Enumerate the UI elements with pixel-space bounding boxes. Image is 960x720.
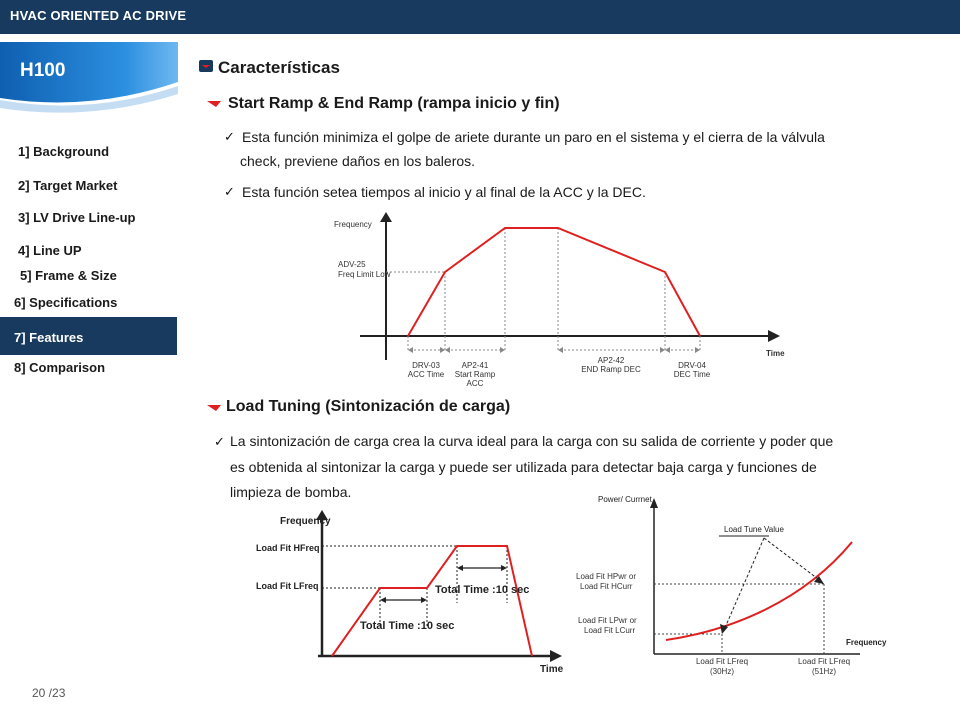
seg4-label-line-2: DEC Time xyxy=(673,370,711,379)
page-number: 20 /23 xyxy=(32,686,66,700)
load-tuning-title: Load Tuning (Sintonización de carga) xyxy=(226,398,511,415)
hfreq-label-line-1: Load Fit LFreq xyxy=(797,657,851,666)
x-axis-label: Frequency xyxy=(846,638,887,647)
ramp-curve xyxy=(408,228,700,336)
ramp-diagram xyxy=(320,210,800,395)
h-level-label: Load Fit HFreq xyxy=(256,543,320,553)
seg4-label-line-1: DRV-04 xyxy=(678,361,706,370)
seg2-label-line-3: ACC xyxy=(466,379,484,388)
y-axis-label: Frequency xyxy=(280,516,331,527)
sidebar-item-comparison[interactable]: 8] Comparison xyxy=(14,360,106,375)
check-icon: ✓ xyxy=(224,129,235,144)
load-tune-power-diagram xyxy=(574,490,887,680)
sidebar-item-target-market[interactable]: 2] Target Market xyxy=(18,178,118,193)
top-header-bar xyxy=(0,0,960,34)
sidebar-item-frame-size[interactable]: 5] Frame & Size xyxy=(20,268,117,283)
header-title: HVAC ORIENTED AC DRIVE xyxy=(10,8,187,23)
load-fit-frequency-diagram xyxy=(252,508,582,678)
section-title: Características xyxy=(218,58,340,77)
sidebar-item-background[interactable]: 1] Background xyxy=(18,144,110,159)
subsection-arrow-icon xyxy=(207,98,221,108)
ramp-bullet-1-line-1: Esta función minimiza el golpe de ariete durante un paro en el sistema y el cierra de la válvula xyxy=(242,129,825,145)
seg1-label-line-2: ACC Time xyxy=(407,370,445,379)
check-icon: ✓ xyxy=(214,434,225,449)
lpwr-label-line-2: Load Fit LCurr xyxy=(584,626,636,635)
check-icon: ✓ xyxy=(224,184,235,199)
y-axis-label: Power/ Currnet xyxy=(598,495,652,504)
total-time-label-2: Total Time :10 sec xyxy=(435,584,530,596)
y-axis-label: Frequency xyxy=(334,220,372,229)
sidebar-item-specifications[interactable]: 6] Specifications xyxy=(14,295,118,310)
load-tuning-line-1: La sintonización de carga crea la curva ideal para la carga con su salida de corriente y poder que xyxy=(230,433,834,449)
seg3-label-line-2: END Ramp DEC xyxy=(581,365,641,374)
section-bullet-icon xyxy=(199,60,213,72)
hpwr-label-line-2: Load Fit HCurr xyxy=(580,582,633,591)
tune-value-label: Load Tune Value xyxy=(724,525,784,534)
x-axis-label: Time xyxy=(540,664,564,675)
load-fit-curve xyxy=(332,546,532,656)
sidebar-item-lv-drive-lineup[interactable]: 3] LV Drive Line-up xyxy=(18,210,136,225)
level-label-line-2: Freq Limit Low xyxy=(338,270,391,279)
l-level-label: Load Fit LFreq xyxy=(256,581,319,591)
seg3-label-line-1: AP2-42 xyxy=(597,356,625,365)
seg1-label-line-1: DRV-03 xyxy=(412,361,440,370)
load-tuning-line-2: es obtenida al sintonizar la carga y puede ser utilizada para detectar baja carga y funciones de xyxy=(230,459,817,475)
level-label-line-1: ADV-25 xyxy=(338,260,366,269)
load-tuning-line-3: limpieza de bomba. xyxy=(230,484,352,500)
lfreq-label-line-1: Load Fit LFreq xyxy=(695,657,749,666)
x-axis-label: Time xyxy=(766,349,785,358)
subsection-arrow-icon xyxy=(207,402,221,412)
total-time-label-1: Total Time :10 sec xyxy=(360,620,455,632)
ramp-title: Start Ramp & End Ramp (rampa inicio y fin) xyxy=(228,95,560,112)
ramp-bullet-1-line-2: check, previene daños en los baleros. xyxy=(240,153,476,169)
sidebar-item-features[interactable]: 7] Features xyxy=(14,330,84,345)
sidebar-item-line-up[interactable]: 4] Line UP xyxy=(18,243,82,258)
lpwr-label-line-1: Load Fit LPwr or xyxy=(578,616,637,625)
lfreq-label-line-2: (30Hz) xyxy=(709,667,735,676)
hpwr-label-line-1: Load Fit HPwr or xyxy=(576,572,637,581)
seg2-label-line-1: AP2-41 xyxy=(461,361,489,370)
hfreq-label-line-2: (51Hz) xyxy=(811,667,837,676)
product-badge-label: H100 xyxy=(20,60,66,81)
seg2-label-line-2: Start Ramp xyxy=(454,370,496,379)
ramp-bullet-2: Esta función setea tiempos al inicio y al final de la ACC y la DEC. xyxy=(242,184,646,200)
